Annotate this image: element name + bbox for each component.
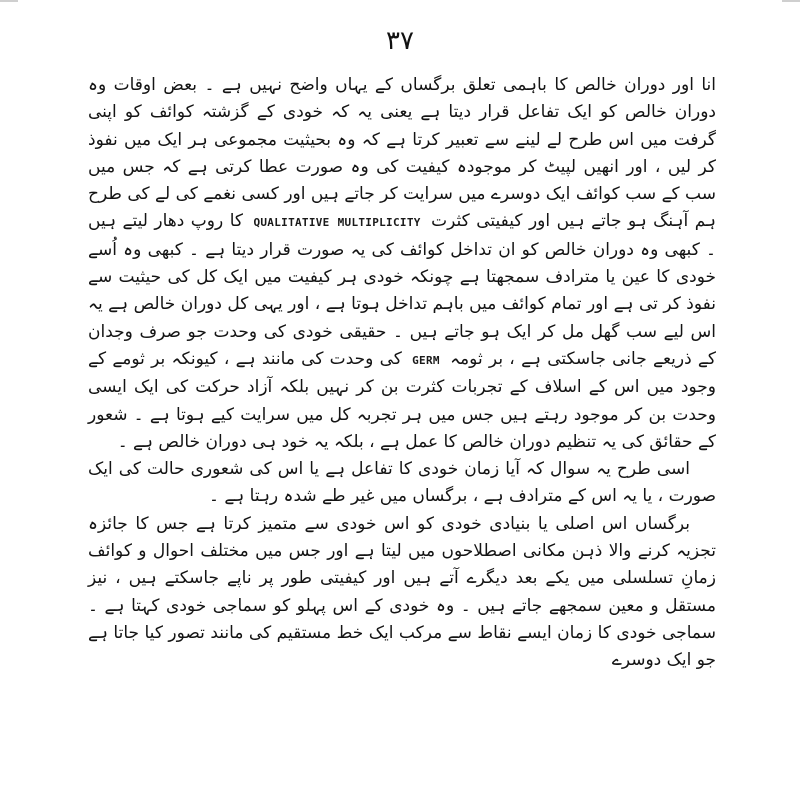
paragraph-text: کا روپ دھار لیتے ہیں ۔ کبھی وہ دوران خالص کو ان تداخل کوائف کی یہ صورت قرار دیتا ہے ۔ کبھی وہ اُسے خودی کا عین یا مترادف سمجھتا ہے چونکہ خودی ہر کیفیت میں ایک کل کی حیثیت سے نفوذ کر تی ہے اور تمام کوائف میں باہم تداخل ہوتا ہے ، اور یہی کل دوران خالص ہے یہ اس لیے سب گھل مل کر ایک ہو جاتے ہیں ۔ حقیقی خودی کی وحدت جو صرف وجدان کے ذریعے جانی جاسکتی ہے ، بر ثومہ [88, 211, 716, 369]
paragraph-3 [88, 511, 716, 675]
latin-term-qualitative-multiplicity: QUALITATIVE MULTIPLICITY [253, 216, 421, 230]
paragraph-text: اسی طرح یہ سوال کہ آیا زمان خودی کا تفاعل ہے یا اس کی شعوری حالت کی ایک صورت ، یا یہ اس کے مترادف ہے ، برگساں میں غیر طے شدہ رہتا ہے ۔ [88, 459, 716, 507]
latin-term-germ: GERM [412, 353, 440, 367]
paragraph-text: انا اور دوران خالص کا باہمی تعلق برگساں کے یہاں واضح نہیں ہے ۔ بعض اوقات وہ دوران خالص کو ایک تفاعل قرار دیتا ہے یعنی یہ کہ خودی کے گزشتہ کوائف کو اپنی گرفت میں اس طرح لے لینے سے تعبیر کرتا ہے کہ وہ بحیثیت مجموعی ہر ایک میں نفوذ کر لیں ، اور انھیں لپیٹ کر موجودہ کیفیت کی وہ صورت عطا کرتی ہے کہ جس میں سب کے سب کوائف ایک دوسرے میں سرایت کر جاتے ہیں اور کسی نغمے کی لے کی طرح ہم آہنگ ہو جاتے ہیں اور کیفیتی کثرت [88, 75, 716, 232]
paragraph-1 [88, 72, 716, 456]
paragraph-2 [88, 456, 716, 511]
scan-edge-mark [782, 0, 800, 2]
page-number: ۳۷ [386, 26, 414, 56]
body-text [88, 72, 716, 675]
paragraph-text: برگساں اس اصلی یا بنیادی خودی کو اس خودی سے متمیز کرتا ہے جس کا جائزہ تجزیہ کرنے والا ذہن مکانی اصطلاحوں میں لیتا ہے اور جس میں مختلف احوال و کوائف زمانِ تسلسلی میں یکے بعد دیگرے آتے ہیں اور کیفیتی طور پر ناپے جاسکتے ہیں ، نیز مستقل و معین سمجھے جاتے ہیں ۔ وہ خودی کے اس پہلو کو سماجی خودی کہتا ہے ۔ سماجی خودی کا زمان ایسے نقاط سے مرکب ایک خط مستقیم کی مانند تصور کیا جاتا ہے جو ایک دوسرے [88, 513, 716, 671]
paragraph-text: کی وحدت کی مانند ہے ، کیونکہ بر ثومے کے وجود میں اس کے اسلاف کے تجربات کثرت بن کر نہیں بلکہ آزاد حرکت کی ایک ایسی وحدت بن کر موجود رہتے ہیں جس میں ہر تجربہ کل میں سرایت کیے ہوتا ہے ۔ شعور کے حقائق کی یہ تنظیم دوران خالص کا عمل ہے ، بلکہ یہ خود ہی دوران خالص ہے ۔ [88, 348, 716, 452]
scan-edge-mark [0, 0, 18, 2]
